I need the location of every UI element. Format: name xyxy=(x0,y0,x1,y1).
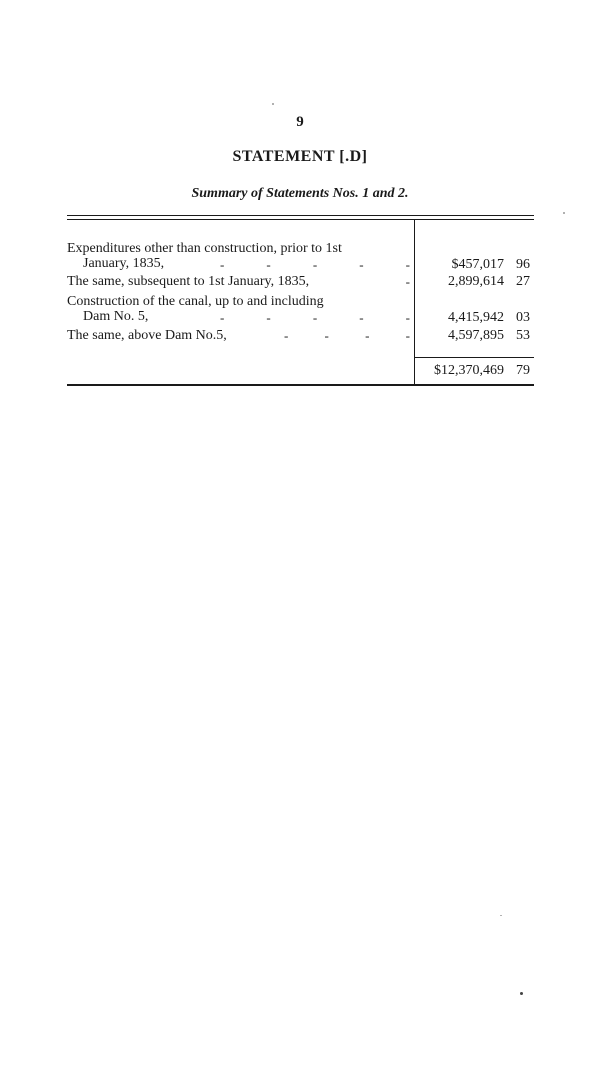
table-row xyxy=(67,274,412,289)
scan-speck xyxy=(520,992,523,995)
amount-dollars: 2,899,614 xyxy=(448,274,504,289)
page-number: 9 xyxy=(296,114,304,130)
column-divider xyxy=(414,220,415,384)
total-rule xyxy=(414,357,534,358)
dot-leader: - - - - xyxy=(284,328,410,343)
page-subtitle: Summary of Statements Nos. 1 and 2. xyxy=(191,186,409,201)
total-cents: 79 xyxy=(516,363,530,378)
dot-leader: - xyxy=(405,274,410,289)
row-amount xyxy=(416,328,530,343)
dot-leader: - - - - - xyxy=(220,310,410,325)
table-bottom-rule xyxy=(67,384,534,386)
table-top-rule-inner xyxy=(67,219,534,220)
row-description-line: The same, above Dam No.5, xyxy=(67,328,227,343)
row-description-line: Dam No. 5, xyxy=(83,309,149,324)
row-description-line: January, 1835, xyxy=(83,256,165,271)
scan-speck xyxy=(272,103,274,105)
row-amount xyxy=(416,310,530,325)
row-description-line: Construction of the canal, up to and including xyxy=(67,294,324,309)
dot-leader: - - - - - xyxy=(220,257,410,272)
total-dollars: $12,370,469 xyxy=(434,363,504,378)
amount-dollars: 4,415,942 xyxy=(448,310,504,325)
row-description-line: The same, subsequent to 1st January, 1835, xyxy=(67,274,310,289)
amount-cents: 27 xyxy=(516,274,530,289)
page-title: STATEMENT [.D] xyxy=(232,148,368,165)
row-amount xyxy=(416,274,530,289)
amount-cents: 53 xyxy=(516,328,530,343)
amount-dollars: 4,597,895 xyxy=(448,328,504,343)
amount-cents: 96 xyxy=(516,257,530,272)
row-amount xyxy=(416,257,530,272)
amount-dollars: $457,017 xyxy=(451,257,504,272)
total-amount xyxy=(416,363,530,378)
scan-speck xyxy=(500,915,502,916)
table-top-rule xyxy=(67,215,534,216)
scan-speck xyxy=(563,212,565,214)
amount-cents: 03 xyxy=(516,310,530,325)
row-description-line: Expenditures other than construction, prior to 1st xyxy=(67,241,342,256)
